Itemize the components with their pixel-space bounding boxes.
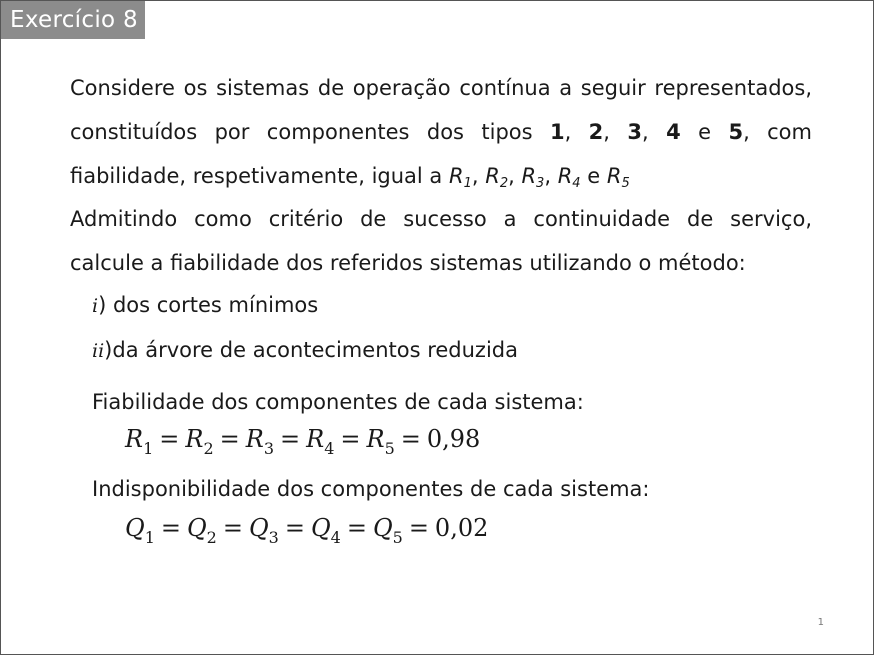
reliability-value: 0,98 bbox=[426, 425, 481, 453]
intro-line-2: constituídos por componentes dos tipos 1, 2, 3, 4 e 5, com bbox=[70, 120, 812, 144]
r-symbol-2: $R_2$ bbox=[485, 164, 509, 191]
method-marker: ii bbox=[92, 340, 105, 362]
intro-line-1: Considere os sistemas de operação contínua a seguir representados, bbox=[70, 76, 812, 100]
slide-title: Exercício 8 bbox=[1, 1, 145, 39]
reliability-label: Fiabilidade dos componentes de cada sistema: bbox=[92, 390, 584, 414]
intro-line-2-end: com bbox=[767, 120, 812, 144]
method-item: i) dos cortes mínimos bbox=[92, 293, 319, 317]
component-type-5: 5 bbox=[728, 120, 744, 144]
unavailability-value: 0,02 bbox=[434, 514, 489, 542]
r-symbol-4: $R_4$ bbox=[557, 164, 581, 191]
intro-line-5: calcule a fiabilidade dos referidos sistemas utilizando o método: bbox=[70, 251, 746, 275]
r-symbol-3: $R_3$ bbox=[521, 164, 545, 191]
intro-line-4: Admitindo como critério de sucesso a continuidade de serviço, bbox=[70, 207, 812, 231]
intro-line-2-and: e bbox=[698, 120, 712, 144]
component-type-1: 1 bbox=[549, 120, 565, 144]
method-marker: i bbox=[92, 295, 99, 317]
component-type-4: 4 bbox=[666, 120, 681, 144]
r-symbol-5: $R_5$ bbox=[606, 164, 630, 191]
method-text: da árvore de acontecimentos reduzida bbox=[112, 338, 518, 362]
method-item: ii)da árvore de acontecimentos reduzida bbox=[92, 338, 518, 362]
reliability-equation: $R_1 = R_2 = R_3 = R_4 = R_5 = 0,98$ bbox=[125, 425, 481, 458]
unavailability-equation: $Q_1 = Q_2 = Q_3 = Q_4 = Q_5 = 0,02$ bbox=[125, 514, 489, 547]
r-symbol-1: $R_1$ bbox=[448, 164, 472, 191]
component-type-3: 3 bbox=[627, 120, 642, 144]
method-text: dos cortes mínimos bbox=[112, 293, 319, 317]
intro-line-3-start: fiabilidade, respetivamente, igual a bbox=[70, 164, 443, 188]
intro-line-3-and: e bbox=[587, 164, 601, 188]
intro-line-2-start: constituídos por componentes dos tipos bbox=[70, 120, 533, 144]
intro-line-3: fiabilidade, respetivamente, igual a $R_1$, $R_2$, $R_3$, $R_4$ e $R_5$ bbox=[70, 164, 630, 191]
component-type-2: 2 bbox=[588, 120, 604, 144]
unavailability-label: Indisponibilidade dos componentes de cada sistema: bbox=[92, 477, 650, 501]
page-number: 1 bbox=[817, 617, 824, 628]
